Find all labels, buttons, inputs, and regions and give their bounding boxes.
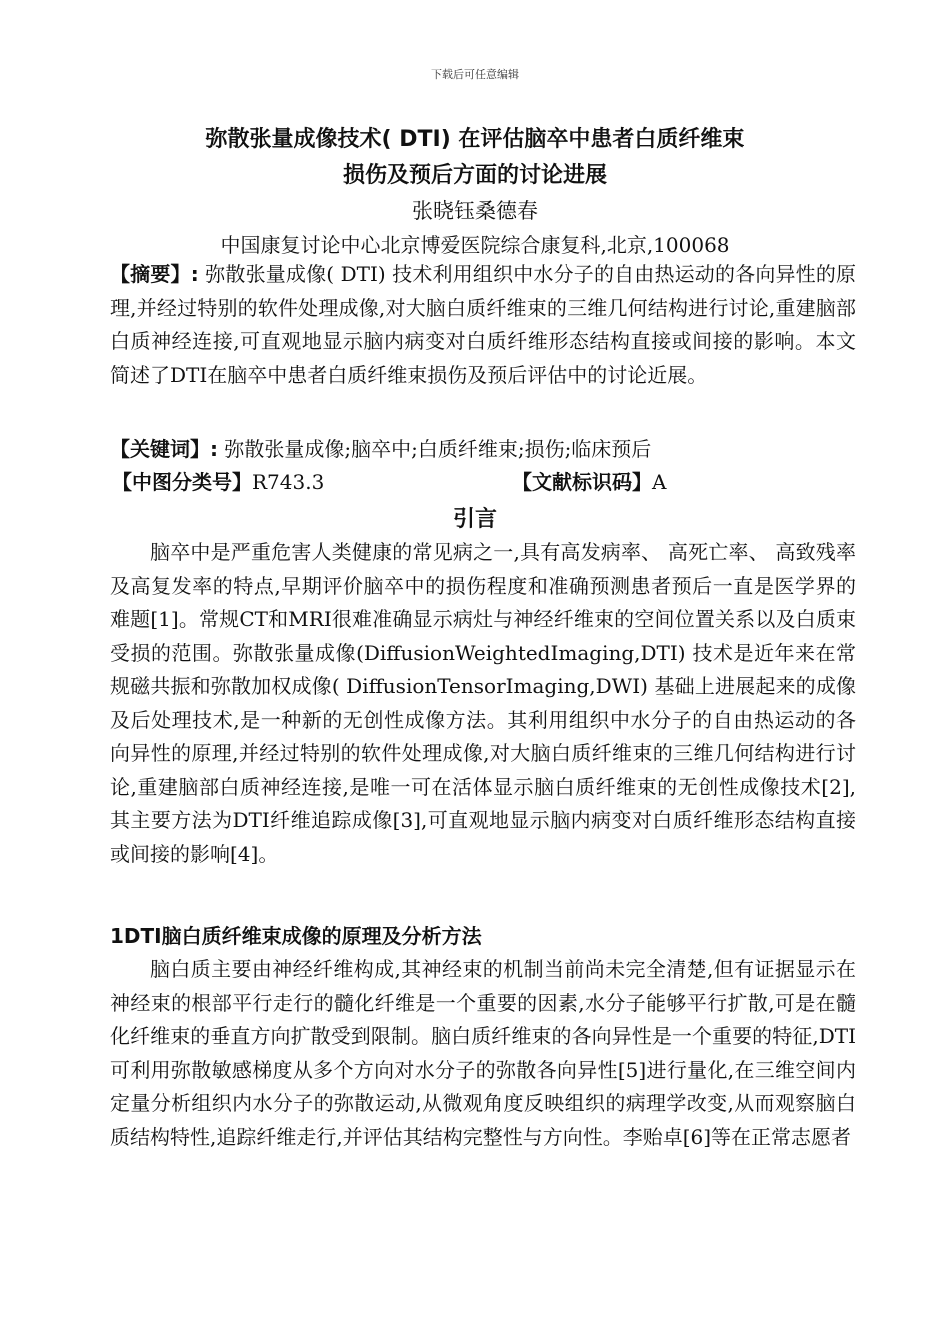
abstract: [110, 258, 856, 392]
title-line-1: 弥散张量成像技术( DTI) 在评估脑卒中患者白质纤维束: [205, 127, 745, 152]
clc-number: [112, 466, 324, 500]
section-1-heading: 1DTI脑白质纤维束成像的原理及分析方法: [110, 924, 482, 948]
title-line-2: 损伤及预后方面的讨论进展: [342, 163, 607, 188]
section-1-paragraph: 脑白质主要由神经纤维构成,其神经束的机制当前尚未完全清楚,但有证据显示在神经束的根部平行走行的髓化纤维是一个重要的因素,水分子能够平行扩散,可是在髓化纤维束的垂直方向扩散受到限制。脑白质纤维束的各向异性是一个重要的特征,DTI可利用弥散敏感梯度从多个方向对水分子的弥散各向异性[5]进行量化,在三维空间内定量分析组织内水分子的弥散运动,从微观角度反映组织的病理学改变,从而观察脑白质结构特性,追踪纤维走行,并评估其结构完整性与方向性。李贻卓[6]等在正常志愿者: [110, 957, 856, 1149]
keywords: [110, 433, 856, 467]
abstract-label: 【摘要】:: [110, 262, 199, 286]
authors: 张晓钰桑德春: [412, 199, 538, 223]
clc-label: 【中图分类号】: [112, 470, 252, 494]
clc-value: R743.3: [252, 470, 325, 494]
intro-paragraph: 脑卒中是严重危害人类健康的常见病之一,具有高发病率、 高死亡率、 高致残率及高复发率的特点,早期评价脑卒中的损伤程度和准确预测患者预后一直是医学界的难题[1]。常规CT和MRI很难准确显示病灶与神经纤维束的空间位置关系以及白质束受损的范围。弥散张量成像(DiffusionWeightedImaging,DTI) 技术是近年来在常规磁共振和弥散加权成像( DiffusionTensorImaging,DWI) 基础上进展起来的成像及后处理技术,是一种新的无创性成像方法。其利用组织中水分子的自由热运动的各向异性的原理,并经过特别的软件处理成像,对大脑白质纤维束的三维几何结构进行讨论,重建脑部白质神经连接,是唯一可在活体显示脑白质纤维束的无创性成像技术[2],其主要方法为DTI纤维追踪成像[3],可直观地显示脑内病变对白质纤维形态结构直接或间接的影响[4]。: [110, 540, 856, 866]
keywords-text: 弥散张量成像;脑卒中;白质纤维束;损伤;临床预后: [218, 437, 652, 461]
affiliation: 中国康复讨论中心北京博爱医院综合康复科,北京,100068: [220, 233, 730, 257]
classification-line: [112, 466, 852, 500]
abstract-text: 弥散张量成像( DTI) 技术利用组织中水分子的自由热运动的各向异性的原理,并经过特别的软件处理成像,对大脑白质纤维束的三维几何结构进行讨论,重建脑部白质神经连接,可直观地显示脑内病变对白质纤维形态结构直接或间接的影响。本文简述了DTI在脑卒中患者白质纤维束损伤及预后评估中的讨论近展。: [110, 262, 857, 387]
keywords-label: 【关键词】:: [110, 437, 218, 461]
intro-heading: 引言: [452, 507, 497, 532]
header-note: 下载后可任意编辑: [431, 68, 519, 81]
document-code: [512, 466, 666, 500]
document-code-value: A: [652, 470, 667, 494]
document-code-label: 【文献标识码】: [512, 470, 652, 494]
